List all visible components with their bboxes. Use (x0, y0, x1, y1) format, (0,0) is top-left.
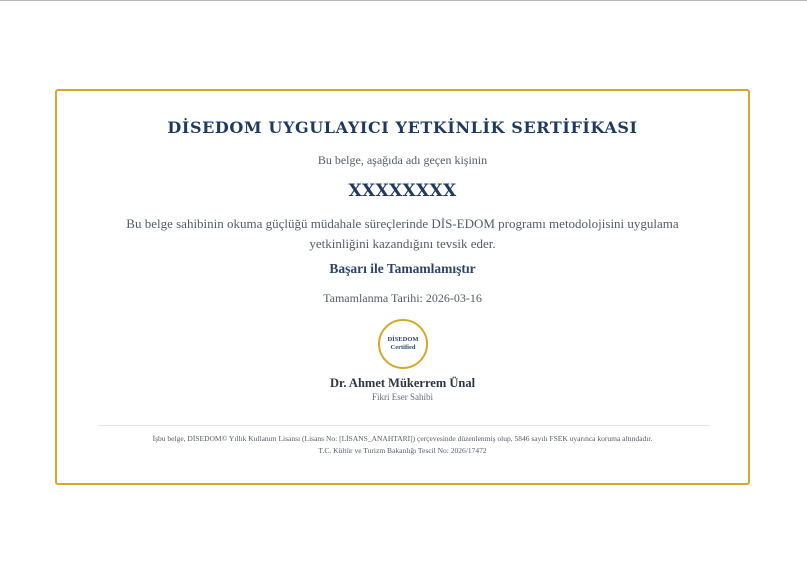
seal-line-2: Certified (390, 344, 416, 351)
recipient-name: XXXXXXXX (348, 181, 457, 201)
legal-footer (77, 433, 728, 457)
completion-date: Tamamlanma Tarihi: 2026-03-16 (323, 291, 482, 305)
certified-seal-icon (378, 319, 428, 369)
certificate-statement: Bu belge sahibinin okuma güçlüğü müdahale süreçlerinde DİS-EDOM programı metodolojisini uygulama yetkinliğini kazandığını tevsik eder. (126, 216, 679, 251)
top-edge-line (0, 0, 807, 1)
certificate-frame (55, 89, 750, 485)
certificate-title: DİSEDOM UYGULAYICI YETKİNLİK SERTİFİKASI (167, 118, 638, 137)
seal-line-1: DİSEDOM (387, 336, 419, 343)
footer-license-text: İşbu belge, DİSEDOM© Yıllık Kullanım Lisansı (Lisans No: [LİSANS_ANAHTARI]) çerçevesinde düzenlenmiş olup, 5846 sayılı FSEK uyarınca koruma altındadır. (152, 434, 653, 443)
certificate-subtitle: Bu belge, aşağıda adı geçen kişinin (317, 153, 488, 167)
certificate-content (57, 91, 748, 483)
footer-divider (98, 425, 710, 426)
completion-status: Başarı ile Tamamlamıştır (329, 261, 476, 276)
signer-name: Dr. Ahmet Mükerrem Ünal (329, 376, 476, 390)
footer-registration-text: T.C. Kültür ve Turizm Bakanlığı Tescil No: 2026/17472 (318, 446, 487, 455)
signer-role: Fikri Eser Sahibi (372, 392, 433, 402)
